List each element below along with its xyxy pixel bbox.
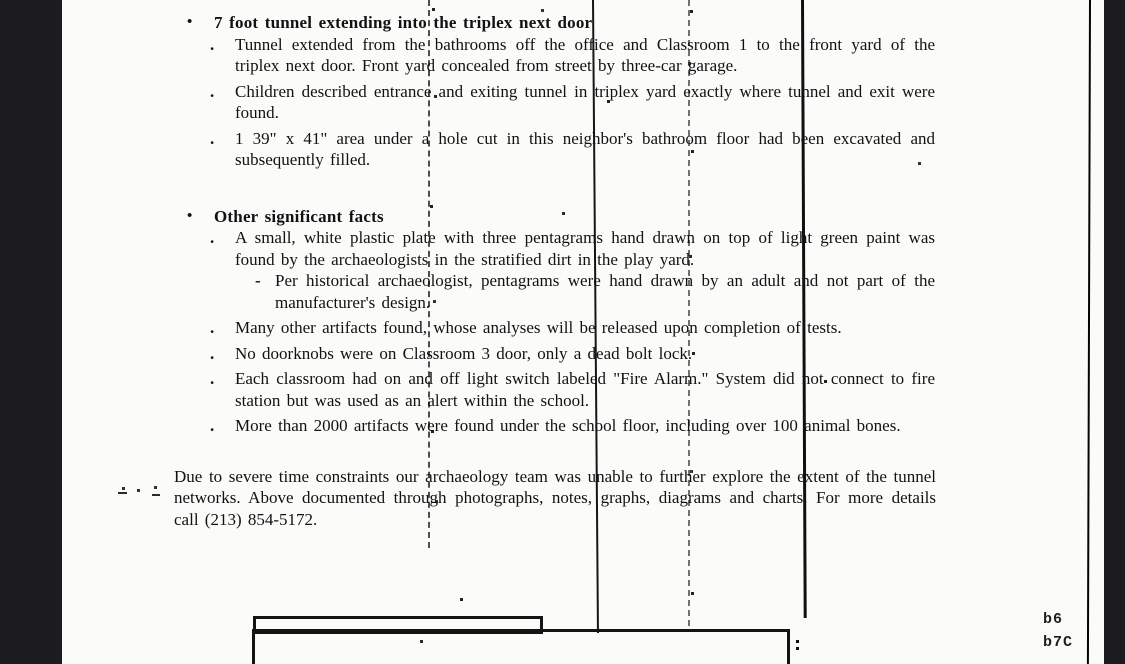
list-item <box>183 415 935 437</box>
list-item-text: No doorknobs were on Classroom 3 door, only a dead bolt lock. <box>235 343 693 363</box>
scan-dash-mark <box>118 492 127 494</box>
list-item-text: Many other artifacts found, whose analyses will be released upon completion of tests. <box>235 318 842 337</box>
list-item-text: Tunnel extended from the bathrooms off the office and Classroom 1 to the front yard of the triplex next door. Front yard concealed from street by three-car garage. <box>235 34 935 75</box>
exemption-code-b7c: b7C <box>1043 634 1074 651</box>
sub-bullet-icon: . <box>210 318 215 337</box>
bullet-heading-other-facts <box>183 206 935 228</box>
scan-dash-mark <box>152 494 160 496</box>
left-black-border <box>0 0 62 664</box>
dash-bullet-icon: - <box>255 271 261 290</box>
sub-bullet-icon: . <box>210 128 215 148</box>
document-text <box>174 12 936 530</box>
bullet-heading-tunnel <box>183 12 935 34</box>
list-item <box>183 227 935 270</box>
list-item-text: Children described entrance and exiting tunnel in triplex yard exactly where tunnel and exit were found. <box>235 81 935 122</box>
list-item-text: A small, white plastic plate with three pentagrams hand drawn on top of light green paint was found by the archaeologists in the stratified dirt in the play yard. <box>235 228 935 269</box>
section-heading: 7 foot tunnel extending into the triplex next door <box>214 13 593 32</box>
section-heading: Other significant facts <box>214 206 384 226</box>
list-item <box>183 34 935 77</box>
sub-bullet-icon: . <box>210 228 215 247</box>
list-item <box>183 343 935 365</box>
list-subitem <box>183 270 935 313</box>
exemption-code-b6: b6 <box>1043 611 1064 628</box>
closing-paragraph: Due to severe time constraints our archaeology team was unable to further explore the extent of the tunnel networks. Above documented through photographs, notes, graphs, diagrams and charts. For more details call (213) 854-5172. <box>174 466 936 529</box>
document-page <box>62 0 1104 664</box>
foia-exemption-codes <box>1043 608 1073 654</box>
sub-bullet-icon: . <box>210 416 215 435</box>
list-item <box>183 128 935 171</box>
list-item-text: More than 2000 artifacts were found under the school floor, including over 100 animal bones. <box>235 416 901 435</box>
sub-bullet-icon: . <box>210 34 215 54</box>
list-item-text: 1 39" x 41" area under a hole cut in this neighbor's bathroom floor had been excavated and subsequently filled. <box>235 128 935 169</box>
list-item <box>183 317 935 339</box>
list-item <box>183 368 935 411</box>
scan-noise-speckles <box>62 0 65 3</box>
right-black-border <box>1104 0 1125 664</box>
form-field-box-large <box>252 629 790 664</box>
bullet-icon: • <box>187 207 193 224</box>
list-item-text: Each classroom had on and off light switch labeled "Fire Alarm." System did not connect to fire station but was used as an alert within the school. <box>235 369 935 410</box>
sub-bullet-icon: . <box>210 369 215 388</box>
list-subitem-text: Per historical archaeologist, pentagrams were hand drawn by an adult and not part of the manufacturer's design. <box>275 271 935 312</box>
bullet-icon: • <box>187 14 193 30</box>
list-item <box>183 81 935 124</box>
sub-bullet-icon: . <box>210 343 215 363</box>
sub-bullet-icon: . <box>210 81 215 101</box>
page-edge-line <box>1087 0 1091 664</box>
